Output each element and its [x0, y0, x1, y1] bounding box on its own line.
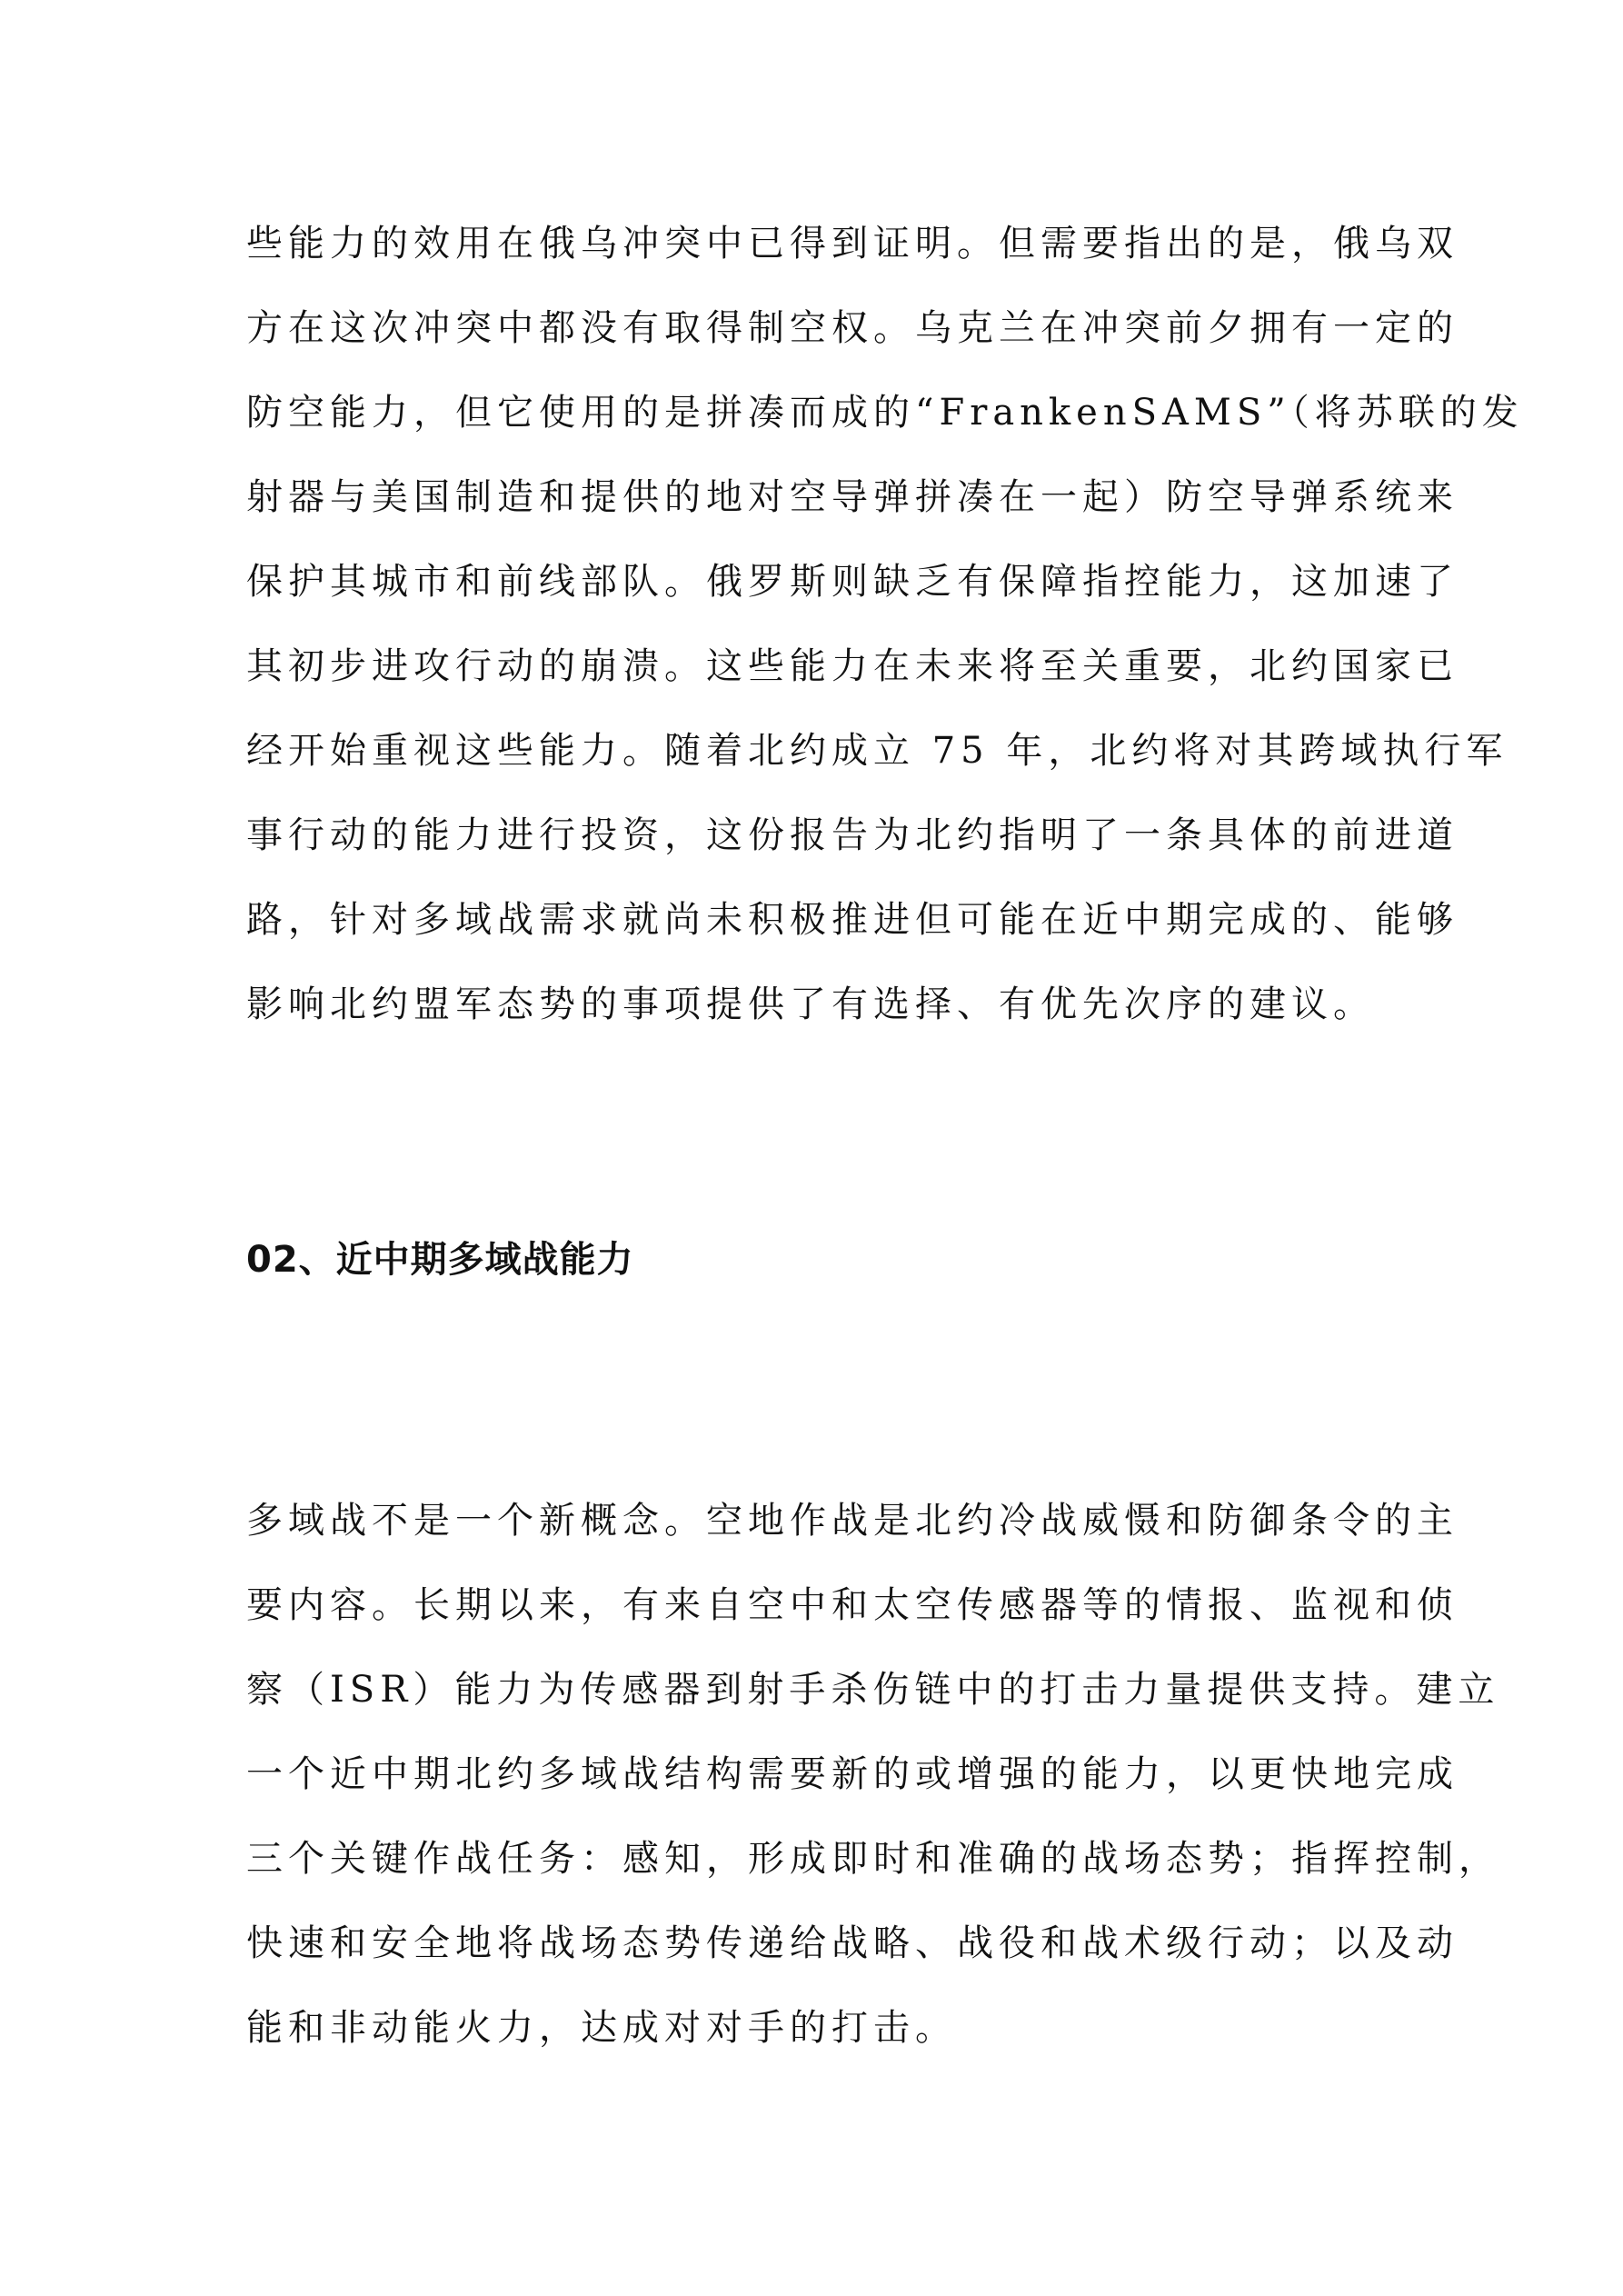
paragraph-line: 快速和安全地将战场态势传递给战略、战役和战术级行动；以及动: [246, 1922, 1459, 1964]
paragraph-line: 些能力的效用在俄乌冲突中已得到证明。但需要指出的是，俄乌双: [246, 223, 1459, 265]
paragraph-line: 射器与美国制造和提供的地对空导弹拼凑在一起）防空导弹系统来: [246, 476, 1459, 518]
paragraph-line: 事行动的能力进行投资，这份报告为北约指明了一条具体的前进道: [246, 814, 1459, 856]
body-paragraph-2: [246, 1479, 1500, 2071]
paragraph-line: 其初步进攻行动的崩溃。这些能力在未来将至关重要，北约国家已: [246, 645, 1459, 687]
paragraph-line: 路，针对多域战需求就尚未积极推进但可能在近中期完成的、能够: [246, 899, 1459, 941]
paragraph-line: 一个近中期北约多域战结构需要新的或增强的能力，以更快地完成: [246, 1753, 1459, 1795]
paragraph-line: 要内容。长期以来，有来自空中和太空传感器等的情报、监视和侦: [246, 1584, 1459, 1626]
paragraph-line: 影响北约盟军态势的事项提供了有选择、有优先次序的建议。: [246, 983, 1375, 1025]
paragraph-line: 经开始重视这些能力。随着北约成立 75 年，北约将对其跨域执行军: [246, 730, 1508, 772]
paragraph-line: 多域战不是一个新概念。空地作战是北约冷战威慑和防御条令的主: [246, 1500, 1459, 1542]
paragraph-line: 保护其城市和前线部队。俄罗斯则缺乏有保障指控能力，这加速了: [246, 561, 1459, 603]
body-paragraph-1: [246, 202, 1524, 1047]
paragraph-line: 方在这次冲突中都没有取得制空权。乌克兰在冲突前夕拥有一定的: [246, 307, 1459, 349]
paragraph-line: 三个关键作战任务：感知，形成即时和准确的战场态势；指挥控制，: [246, 1838, 1500, 1880]
section-heading: 02、近中期多域战能力: [246, 1239, 634, 1281]
paragraph-line: 察（ISR）能力为传感器到射手杀伤链中的打击力量提供支持。建立: [246, 1669, 1500, 1711]
paragraph-line: 防空能力，但它使用的是拼凑而成的“FrankenSAMS”（将苏联的发: [246, 392, 1524, 434]
paragraph-line: 能和非动能火力，达成对对手的打击。: [246, 2007, 957, 2049]
